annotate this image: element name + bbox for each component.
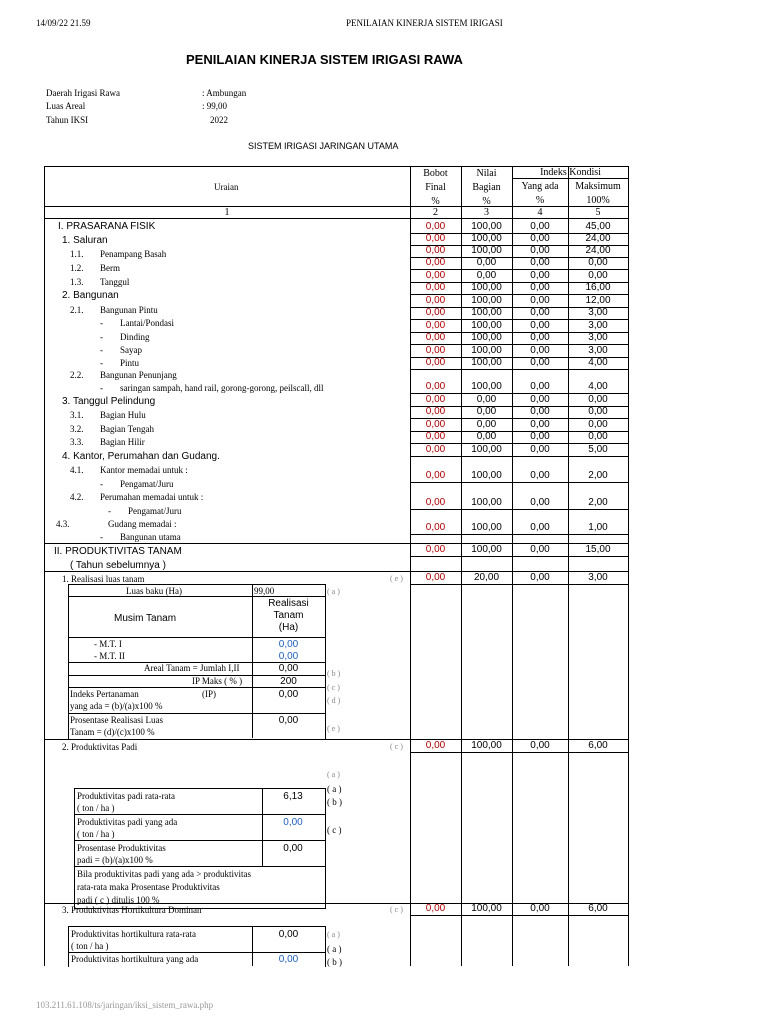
- mark-b: ( b ): [327, 669, 341, 678]
- bobot-final-value: 0,00: [425, 357, 446, 368]
- maksimum-value: 45,00: [585, 221, 611, 232]
- maksimum-value: 3,00: [588, 332, 608, 343]
- row-label: 2. Bangunan: [62, 290, 119, 301]
- bobot-final-value: 0,00: [425, 572, 446, 583]
- table-line: [74, 840, 325, 841]
- table-line: [68, 596, 325, 597]
- mark-a: ( a ): [327, 784, 342, 794]
- nilai-bagian-value: 0,00: [476, 270, 497, 281]
- prosentase-value: 0,00: [278, 715, 299, 726]
- mt1-value: 0,00: [278, 639, 299, 650]
- row-label: Bagian Hilir: [100, 437, 145, 447]
- maksimum-value: 0,00: [588, 431, 608, 442]
- row-sublabel: ( Tahun sebelumnya ): [70, 560, 166, 571]
- header-uraian: Uraian: [214, 182, 239, 192]
- horti-ada-label: Produktivitas hortikultura yang ada: [71, 954, 199, 964]
- yang-ada-value: 0,00: [530, 394, 550, 405]
- maksimum-value: 24,00: [585, 245, 611, 256]
- nilai-bagian-value: 100,00: [471, 221, 502, 232]
- row-number: 4.3.: [56, 519, 70, 529]
- maksimum-value: 16,00: [585, 282, 611, 293]
- row-sublabel: Pengamat/Juru: [128, 506, 182, 516]
- prosentase-formula: Tanam = (d)/(c)x100 %: [70, 727, 155, 737]
- row-label: Lantai/Pondasi: [120, 318, 174, 328]
- row-number: -: [100, 383, 103, 393]
- maksimum-value: 4,00: [588, 381, 608, 392]
- maksimum-value: 0,00: [588, 257, 608, 268]
- yang-ada-value: 0,00: [530, 282, 550, 293]
- header-yang-ada: Yang ada %: [521, 181, 559, 206]
- maksimum-value: 1,00: [588, 522, 608, 533]
- header-num-1: 1: [224, 207, 230, 218]
- yang-ada-value: 0,00: [530, 381, 550, 392]
- maksimum-value: 24,00: [585, 233, 611, 244]
- bobot-final-value: 0,00: [425, 406, 446, 417]
- maksimum-value: 3,00: [588, 572, 608, 583]
- nilai-bagian-value: 100,00: [471, 307, 502, 318]
- mark-e: ( e ): [327, 724, 340, 733]
- maksimum-value: 12,00: [585, 295, 611, 306]
- value-row-line: [410, 534, 629, 535]
- prosentase-label: Prosentase Realisasi Luas: [70, 715, 163, 725]
- section-title: SISTEM IRIGASI JARINGAN UTAMA: [248, 141, 399, 151]
- maksimum-value: 3,00: [588, 307, 608, 318]
- areal-tanam-label: Areal Tanam = Jumlah I,II: [144, 663, 240, 673]
- bobot-final-value: 0,00: [425, 903, 446, 914]
- row-label: Bagian Tengah: [100, 424, 154, 434]
- table-line: [74, 866, 325, 867]
- mark-a: ( a ): [327, 930, 340, 939]
- nilai-bagian-value: 20,00: [473, 572, 500, 583]
- header-nilai: Nilai Bagian %: [472, 168, 501, 207]
- nilai-bagian-value: 0,00: [476, 257, 497, 268]
- yang-ada-value: 0,00: [530, 419, 550, 430]
- yang-ada-value: 0,00: [530, 307, 550, 318]
- row-label: Bangunan Penunjang: [100, 370, 177, 380]
- value-row-line: [410, 915, 629, 916]
- padi-rata-unit: ( ton / ha ): [77, 803, 115, 813]
- row-label: Penampang Basah: [100, 249, 167, 259]
- mark-a: ( a ): [327, 944, 342, 954]
- mt2-value: 0,00: [278, 651, 299, 662]
- header-num-2: 2: [433, 207, 438, 218]
- mark-c: ( c ): [390, 742, 403, 751]
- yang-ada-value: 0,00: [530, 544, 550, 555]
- nilai-bagian-value: 100,00: [471, 903, 502, 914]
- header-num-5: 5: [595, 207, 601, 218]
- mt2-label: - M.T. II: [94, 651, 125, 661]
- bobot-final-value: 0,00: [425, 320, 446, 331]
- bobot-final-value: 0,00: [425, 233, 446, 244]
- row-label: Dinding: [120, 332, 150, 342]
- value-row-line: [410, 482, 629, 483]
- yang-ada-value: 0,00: [530, 357, 550, 368]
- row-label: Gudang memadai :: [108, 519, 177, 529]
- row-sublabel: Bangunan utama: [120, 532, 181, 542]
- nilai-bagian-value: 100,00: [471, 332, 502, 343]
- yang-ada-value: 0,00: [530, 431, 550, 442]
- header-num-3: 3: [484, 207, 489, 218]
- nilai-bagian-value: 100,00: [471, 522, 502, 533]
- mt1-label: - M.T. I: [94, 639, 122, 649]
- value-row-line: [410, 509, 629, 510]
- table-line: [68, 713, 325, 714]
- row-dash: -: [100, 479, 103, 489]
- row-number: 3.2.: [70, 424, 84, 434]
- bobot-final-value: 0,00: [425, 270, 446, 281]
- print-header-title: PENILAIAN KINERJA SISTEM IRIGASI: [346, 18, 503, 28]
- ip-ada-formula: yang ada = (b)/(a)x100 %: [70, 701, 163, 711]
- mark-d: ( d ): [327, 696, 341, 705]
- yang-ada-value: 0,00: [530, 903, 550, 914]
- bobot-final-value: 0,00: [425, 444, 446, 455]
- horti-rata-label: Produktivitas hortikultura rata-rata: [71, 929, 196, 939]
- document-title: PENILAIAN KINERJA SISTEM IRIGASI RAWA: [186, 52, 463, 67]
- row-number: -: [100, 318, 103, 328]
- nilai-bagian-value: 0,00: [476, 406, 497, 417]
- nilai-bagian-value: 100,00: [471, 233, 502, 244]
- row-label: Tanggul: [100, 277, 130, 287]
- info-value-daerah: : Ambungan: [202, 88, 247, 98]
- mark-b: ( b ): [327, 797, 342, 807]
- yang-ada-value: 0,00: [530, 233, 550, 244]
- luas-baku-value: 99,00: [254, 586, 275, 596]
- maksimum-value: 6,00: [588, 740, 608, 751]
- padi-note-line2: rata-rata maka Prosentase Produktivitas: [77, 882, 220, 892]
- table-line: [68, 687, 325, 688]
- nilai-bagian-value: 0,00: [476, 419, 497, 430]
- maksimum-value: 3,00: [588, 345, 608, 356]
- maksimum-value: 0,00: [588, 419, 608, 430]
- print-datetime: 14/09/22 21.59: [36, 18, 91, 28]
- bobot-final-value: 0,00: [425, 257, 446, 268]
- bobot-final-value: 0,00: [425, 282, 446, 293]
- maksimum-value: 0,00: [588, 406, 608, 417]
- row-label: 2. Produktivitas Padi: [62, 742, 138, 752]
- mark-a: ( a ): [327, 770, 340, 779]
- ip-ada-label: Indeks Pertanaman: [70, 689, 139, 699]
- horti-ada-value: 0,00: [278, 954, 299, 965]
- nilai-bagian-value: 0,00: [476, 394, 497, 405]
- realisasi-tanam-header: Realisasi Tanam (Ha): [268, 598, 309, 633]
- table-border-right: [628, 166, 629, 966]
- table-line: [74, 814, 325, 815]
- ip-ada-label-ip: (IP): [202, 689, 216, 699]
- yang-ada-value: 0,00: [530, 497, 550, 508]
- row-number: 2.1.: [70, 305, 84, 315]
- row-label: I. PRASARANA FISIK: [58, 221, 156, 232]
- row-label: 1. Saluran: [62, 235, 108, 246]
- info-value-tahun: 2022: [210, 115, 228, 125]
- padi-prosentase-label: Prosentase Produktivitas: [77, 843, 166, 853]
- row-label: 4. Kantor, Perumahan dan Gudang.: [62, 451, 220, 462]
- bobot-final-value: 0,00: [425, 221, 446, 232]
- bobot-final-value: 0,00: [425, 497, 446, 508]
- row-label: 1. Realisasi luas tanam: [62, 574, 145, 584]
- value-row-line: [410, 752, 629, 753]
- row-label: 3. Tanggul Pelindung: [62, 396, 156, 407]
- info-label-daerah: Daerah Irigasi Rawa: [46, 88, 120, 98]
- yang-ada-value: 0,00: [530, 270, 550, 281]
- row-number: 3.3.: [70, 437, 84, 447]
- bobot-final-value: 0,00: [425, 431, 446, 442]
- info-value-luas: : 99,00: [202, 101, 228, 111]
- maksimum-value: 3,00: [588, 320, 608, 331]
- maksimum-value: 2,00: [588, 497, 608, 508]
- info-label-luas: Luas Areal: [46, 101, 86, 111]
- nilai-bagian-value: 100,00: [471, 381, 502, 392]
- nilai-bagian-value: 100,00: [471, 444, 502, 455]
- nilai-bagian-value: 100,00: [471, 497, 502, 508]
- maksimum-value: 4,00: [588, 357, 608, 368]
- row-number: -: [100, 332, 103, 342]
- luas-baku-label: Luas baku (Ha): [126, 586, 182, 596]
- row-number: 2.2.: [70, 370, 84, 380]
- bobot-final-value: 0,00: [425, 419, 446, 430]
- row-sublabel: Pengamat/Juru: [120, 479, 174, 489]
- musim-tanam-header: Musim Tanam: [114, 613, 177, 624]
- padi-rata-value: 6,13: [283, 791, 303, 802]
- padi-ada-label: Produktivitas padi yang ada: [77, 817, 178, 827]
- maksimum-value: 5,00: [588, 444, 608, 455]
- maksimum-value: 0,00: [588, 394, 608, 405]
- table-line: [68, 952, 325, 953]
- padi-note-line3: padi ( c ) ditulis 100 %: [77, 895, 160, 905]
- bobot-final-value: 0,00: [425, 245, 446, 256]
- yang-ada-value: 0,00: [530, 740, 550, 751]
- yang-ada-value: 0,00: [530, 332, 550, 343]
- row-label: Pintu: [120, 358, 140, 368]
- nilai-bagian-value: 100,00: [471, 544, 502, 555]
- nilai-bagian-value: 100,00: [471, 295, 502, 306]
- nilai-bagian-value: 100,00: [471, 470, 502, 481]
- padi-prosentase-formula: padi = (b)/(a)x100 %: [77, 855, 153, 865]
- row-label: Bangunan Pintu: [100, 305, 158, 315]
- padi-ada-unit: ( ton / ha ): [77, 829, 115, 839]
- header-num-4: 4: [537, 207, 543, 218]
- mark-c: ( c ): [327, 683, 340, 692]
- yang-ada-value: 0,00: [530, 522, 550, 533]
- ip-ada-value: 0,00: [278, 689, 299, 700]
- info-label-tahun: Tahun IKSI: [46, 115, 89, 125]
- bobot-final-value: 0,00: [425, 740, 446, 751]
- padi-note-line1: Bila produktivitas padi yang ada > produktivitas: [77, 869, 252, 879]
- row-label: saringan sampah, hand rail, gorong-gorong, peilscall, dll: [120, 383, 324, 393]
- bobot-final-value: 0,00: [425, 544, 446, 555]
- nilai-bagian-value: 100,00: [471, 282, 502, 293]
- bobot-final-value: 0,00: [425, 394, 446, 405]
- row-number: 3.1.: [70, 410, 84, 420]
- maksimum-value: 6,00: [588, 903, 608, 914]
- row-label: II. PRODUKTIVITAS TANAM: [54, 546, 182, 557]
- yang-ada-value: 0,00: [530, 345, 550, 356]
- row-dash: -: [108, 506, 111, 516]
- footer-url: 103.211.61.108/ts/jaringan/iksi_sistem_rawa.php: [36, 1000, 214, 1010]
- row-number: 4.2.: [70, 492, 84, 502]
- nilai-bagian-value: 100,00: [471, 357, 502, 368]
- nilai-bagian-value: 100,00: [471, 245, 502, 256]
- yang-ada-value: 0,00: [530, 406, 550, 417]
- yang-ada-value: 0,00: [530, 221, 550, 232]
- value-row-line: [410, 456, 629, 457]
- mark-a: ( a ): [327, 587, 340, 596]
- row-number: 4.1.: [70, 465, 84, 475]
- mark-e: ( e ): [390, 574, 403, 583]
- header-bobot: Bobot Final %: [423, 168, 448, 207]
- padi-prosentase-value: 0,00: [283, 843, 303, 854]
- nilai-bagian-value: 100,00: [471, 345, 502, 356]
- yang-ada-value: 0,00: [530, 295, 550, 306]
- row-number: -: [100, 358, 103, 368]
- row-number: 1.3.: [70, 277, 84, 287]
- maksimum-value: 15,00: [585, 544, 611, 555]
- table-line: [44, 218, 629, 219]
- row-number: 1.2.: [70, 263, 84, 273]
- bobot-final-value: 0,00: [425, 522, 446, 533]
- nilai-bagian-value: 100,00: [471, 740, 502, 751]
- table-border-left: [44, 166, 45, 966]
- mark-c: ( c ): [327, 825, 342, 835]
- row-label: Sayap: [120, 345, 142, 355]
- horti-rata-value: 0,00: [278, 929, 299, 940]
- value-row-line: [410, 556, 629, 557]
- row-dash: -: [100, 532, 103, 542]
- mark-c: ( c ): [390, 905, 403, 914]
- bobot-final-value: 0,00: [425, 381, 446, 392]
- mark-b: ( b ): [327, 957, 342, 967]
- row-number: 1.1.: [70, 249, 84, 259]
- row-number: -: [100, 345, 103, 355]
- yang-ada-value: 0,00: [530, 257, 550, 268]
- bobot-final-value: 0,00: [425, 307, 446, 318]
- horti-rata-unit: ( ton / ha ): [71, 941, 109, 951]
- ip-maks-label: IP Maks ( % ): [192, 676, 243, 686]
- padi-ada-value: 0,00: [283, 817, 303, 828]
- maksimum-value: 2,00: [588, 470, 608, 481]
- yang-ada-value: 0,00: [530, 320, 550, 331]
- bobot-final-value: 0,00: [425, 332, 446, 343]
- row-label: Bagian Hulu: [100, 410, 146, 420]
- row-label: Berm: [100, 263, 120, 273]
- header-maksimum: Maksimum 100%: [575, 181, 621, 206]
- bobot-final-value: 0,00: [425, 470, 446, 481]
- row-label: Perumahan memadai untuk :: [100, 492, 204, 502]
- row-label: Kantor memadai untuk :: [100, 465, 188, 475]
- bobot-final-value: 0,00: [425, 295, 446, 306]
- ip-maks-value: 200: [280, 676, 297, 687]
- nilai-bagian-value: 0,00: [476, 431, 497, 442]
- nilai-bagian-value: 100,00: [471, 320, 502, 331]
- value-row-line: [410, 369, 629, 370]
- table-line: [512, 178, 629, 179]
- value-row-line: [410, 584, 629, 585]
- header-indeks-kondisi: Indeks Kondisi: [540, 167, 601, 178]
- padi-rata-label: Produktivitas padi rata-rata: [77, 791, 175, 801]
- table-line: [68, 637, 325, 638]
- yang-ada-value: 0,00: [530, 444, 550, 455]
- yang-ada-value: 0,00: [530, 470, 550, 481]
- yang-ada-value: 0,00: [530, 245, 550, 256]
- areal-tanam-value: 0,00: [278, 663, 299, 674]
- yang-ada-value: 0,00: [530, 572, 550, 583]
- bobot-final-value: 0,00: [425, 345, 446, 356]
- maksimum-value: 0,00: [588, 270, 608, 281]
- row-label: 3. Produktivitas Hortikultura Dominan: [62, 905, 202, 915]
